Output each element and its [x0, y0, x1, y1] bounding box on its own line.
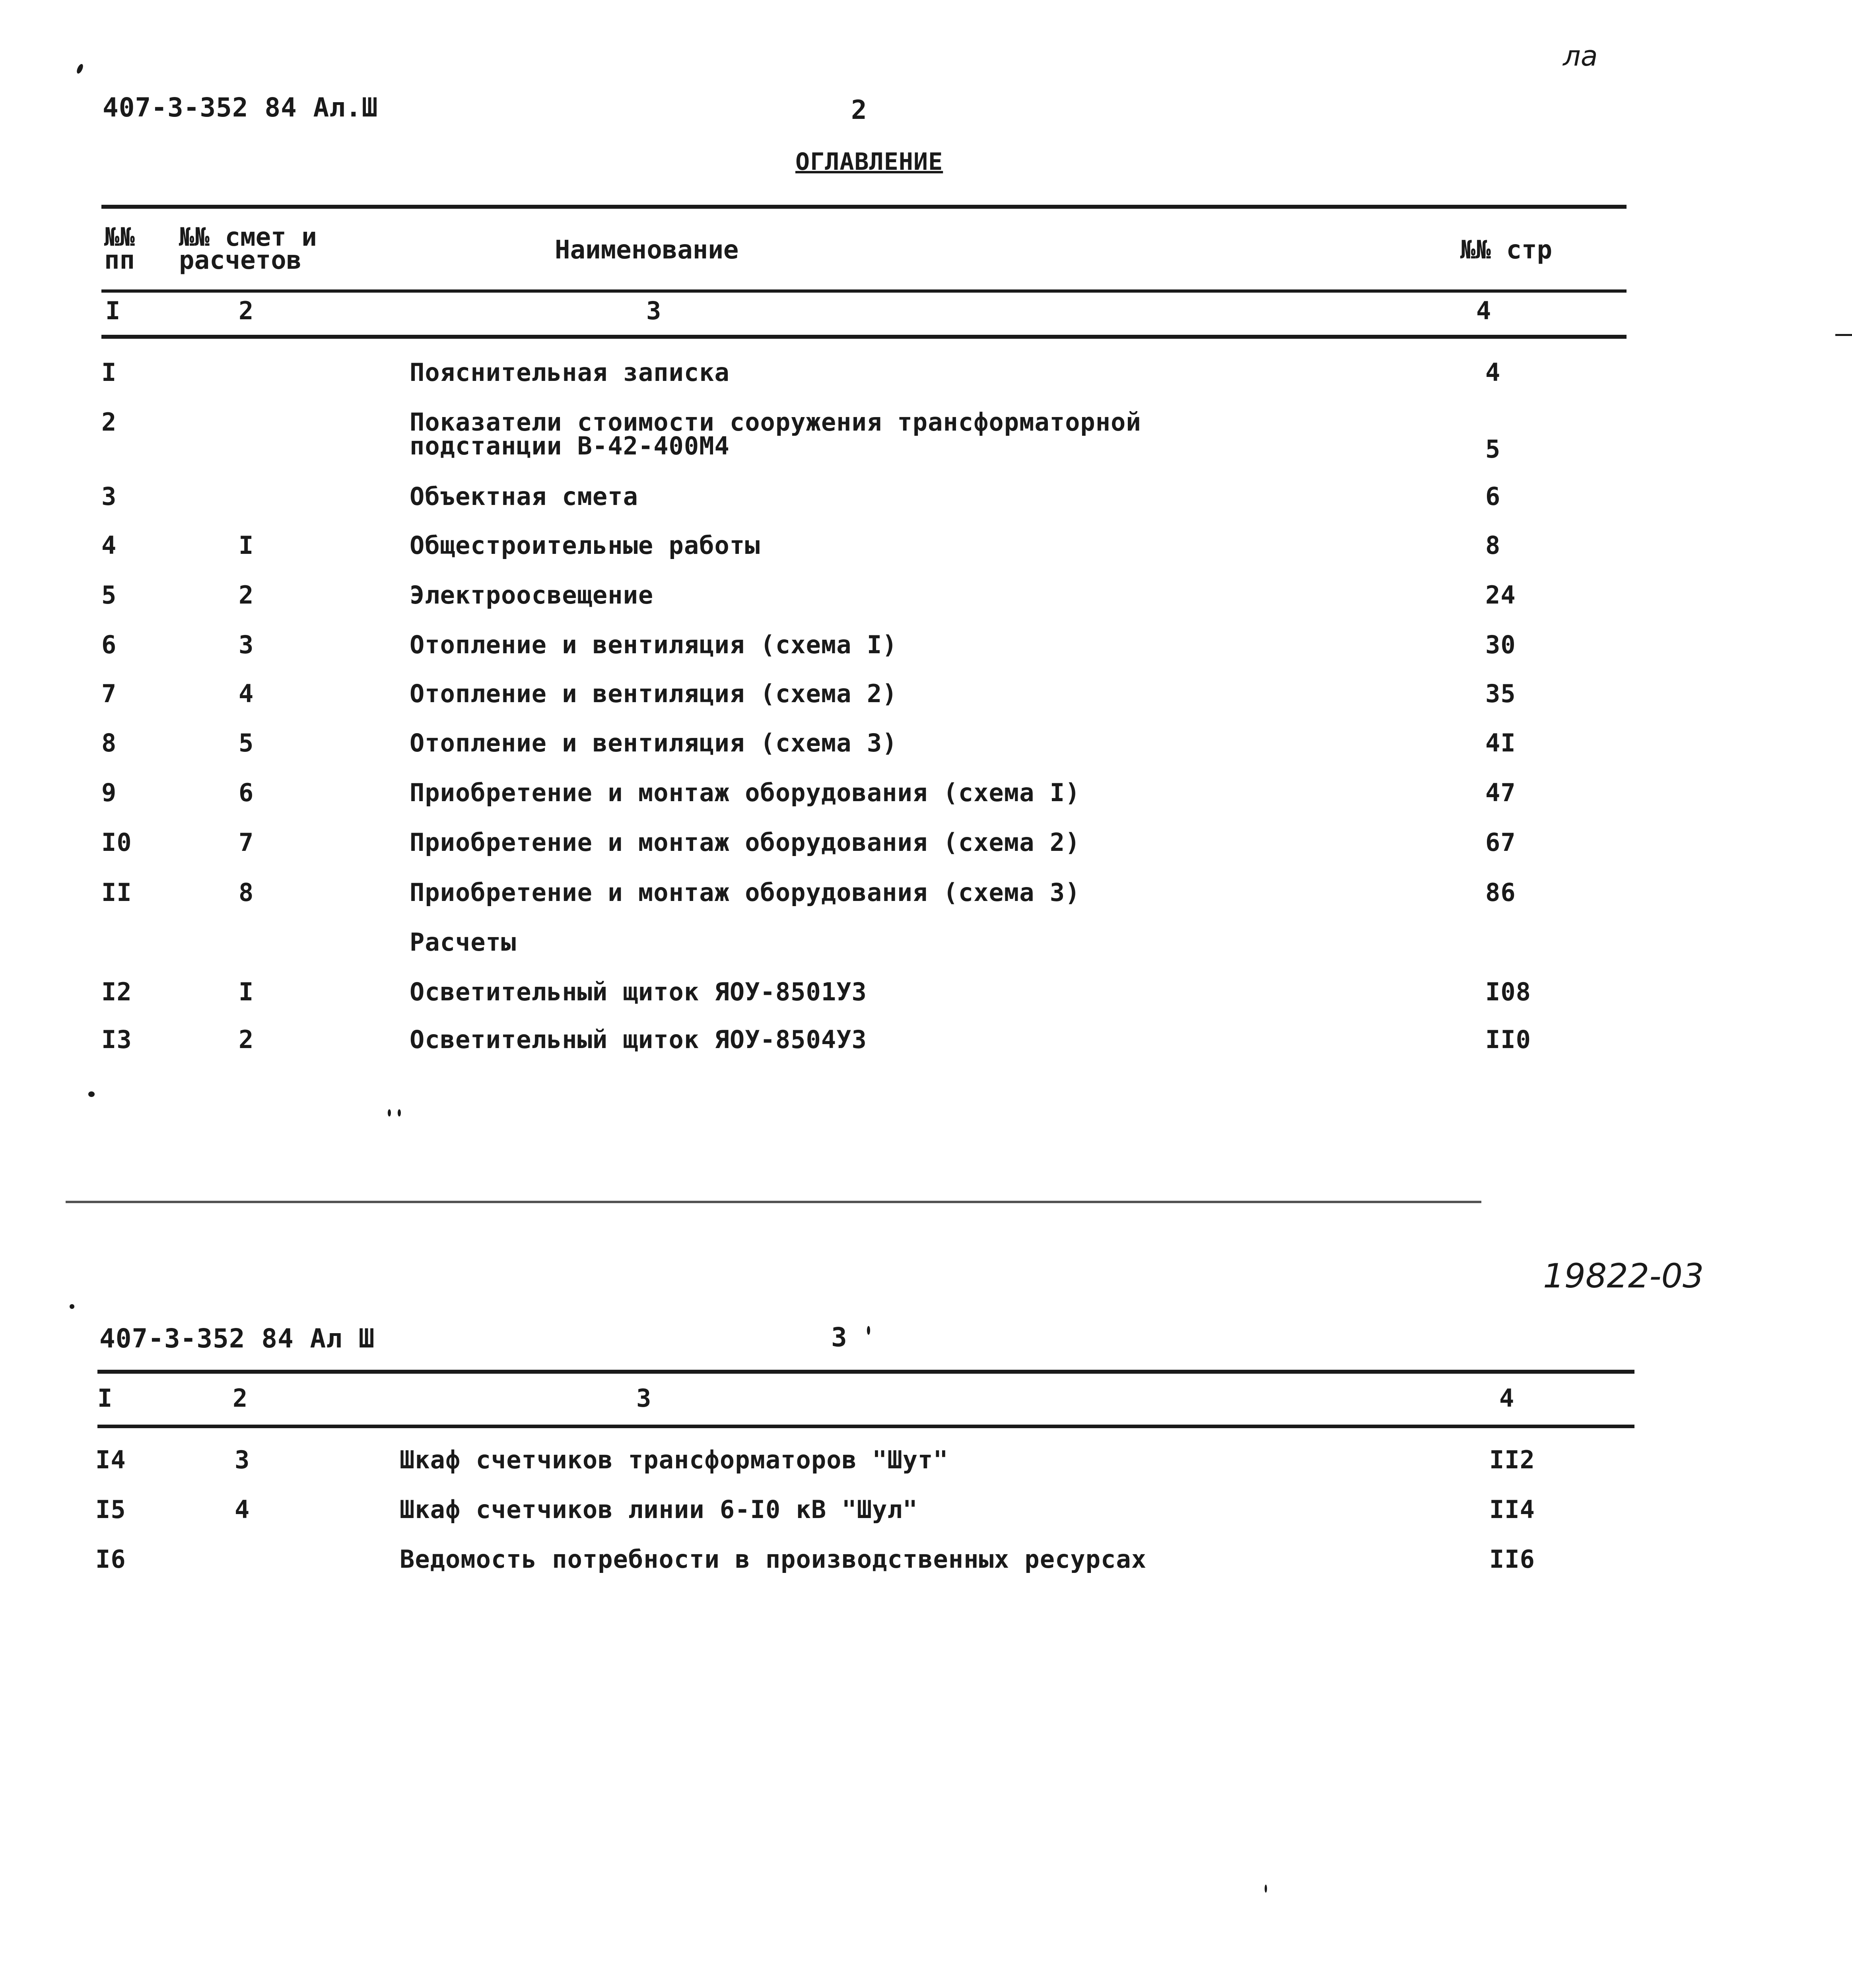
- row-number: 8: [101, 728, 117, 757]
- row-estimate: 6: [239, 778, 254, 807]
- row-name: Ведомость потребности в производственных ресурсах: [400, 1545, 1147, 1574]
- row-number: 7: [101, 679, 117, 708]
- row-page: 35: [1485, 679, 1516, 708]
- row-number: I0: [101, 828, 132, 857]
- header-bottom-rule: [101, 289, 1627, 293]
- column-number-2: 2: [239, 296, 254, 325]
- row-page: II4: [1489, 1495, 1535, 1524]
- row-estimate: 3: [235, 1445, 250, 1474]
- row-page: 6: [1485, 482, 1501, 511]
- table-row: [0, 482, 1852, 518]
- row-name: Общестроительные работы: [410, 531, 760, 560]
- page-number: 3: [831, 1322, 847, 1353]
- scan-speck: [1835, 334, 1852, 336]
- header-name: Наименование: [555, 235, 739, 265]
- row-page: 8: [1485, 531, 1501, 560]
- row-name: Осветительный щиток ЯОУ-8501УЗ: [410, 977, 867, 1006]
- row-name: Приобретение и монтаж оборудования (схема I): [410, 778, 1080, 807]
- row-number: I3: [101, 1025, 132, 1054]
- table-row: [0, 728, 1852, 764]
- column-number-2: 2: [233, 1384, 248, 1413]
- row-number: 5: [101, 580, 117, 610]
- row-name: Объектная смета: [410, 482, 638, 511]
- table-row: [0, 828, 1852, 864]
- row-page: 86: [1485, 878, 1516, 907]
- header-num-line2: пп: [104, 246, 135, 275]
- row-name: Показатели стоимости сооружения трансформаторной: [410, 408, 1141, 437]
- table-row: [0, 1545, 1852, 1580]
- row-name: Приобретение и монтаж оборудования (схема 2): [410, 828, 1080, 857]
- row-estimate: 3: [239, 630, 254, 659]
- row-number: I6: [95, 1545, 126, 1574]
- row-estimate: 7: [239, 828, 254, 857]
- header-page: №№ стр: [1460, 235, 1553, 265]
- column-number-rule: [97, 1425, 1634, 1428]
- table-row: [0, 928, 1852, 963]
- row-page: 67: [1485, 828, 1516, 857]
- scan-speck: [398, 1109, 401, 1116]
- row-name: Электроосвещение: [410, 580, 654, 610]
- scan-speck: [76, 63, 84, 75]
- scan-speck: [1265, 1885, 1267, 1893]
- row-page: II0: [1485, 1025, 1531, 1054]
- row-page: 30: [1485, 630, 1516, 659]
- scan-speck: [867, 1326, 870, 1335]
- column-number-1: I: [97, 1384, 113, 1413]
- row-name: Отопление и вентиляция (схема I): [410, 630, 898, 659]
- row-page: I08: [1485, 977, 1531, 1006]
- row-estimate: 4: [239, 679, 254, 708]
- table-row: [0, 630, 1852, 666]
- column-number-1: I: [105, 296, 121, 325]
- row-name: Шкаф счетчиков линии 6-I0 кВ "Шул": [400, 1495, 918, 1524]
- table-row: [0, 1445, 1852, 1481]
- column-number-3: 3: [636, 1384, 652, 1413]
- column-number-4: 4: [1499, 1384, 1515, 1413]
- row-page: 47: [1485, 778, 1516, 807]
- page-cut-line: [66, 1201, 1481, 1203]
- table-row: [0, 878, 1852, 914]
- table-row: [0, 1495, 1852, 1531]
- table-row: [0, 1025, 1852, 1061]
- row-name: Пояснительная записка: [410, 358, 730, 387]
- row-number: I4: [95, 1445, 126, 1474]
- row-name: Расчеты: [410, 928, 517, 957]
- row-page: 4: [1485, 358, 1501, 387]
- header-num-line1: №№: [104, 223, 135, 252]
- row-estimate: 2: [239, 1025, 254, 1054]
- table-row: [0, 531, 1852, 567]
- row-page: 4I: [1485, 728, 1516, 757]
- table-row: [0, 977, 1852, 1013]
- column-number-3: 3: [646, 296, 662, 325]
- column-number-rule: [101, 335, 1627, 339]
- row-name-continued: подстанции В-42-400М4: [410, 431, 730, 460]
- scan-speck: [388, 1109, 391, 1116]
- row-name: Отопление и вентиляция (схема 2): [410, 679, 898, 708]
- page-title: ОГЛАВЛЕНИЕ: [795, 148, 943, 176]
- document-code: 407-3-352 84 Ал Ш: [99, 1323, 375, 1354]
- header-estimate-line1: №№ смет и: [179, 223, 317, 252]
- table-row: [0, 778, 1852, 814]
- scan-speck: [70, 1304, 74, 1309]
- row-number: 3: [101, 482, 117, 511]
- corner-handwritten-mark: ла: [1563, 40, 1598, 72]
- row-name: Шкаф счетчиков трансформаторов "Шут": [400, 1445, 948, 1474]
- row-number: 9: [101, 778, 117, 807]
- header-estimate-line2: расчетов: [179, 246, 302, 275]
- handwritten-number: 19822-03: [1543, 1256, 1704, 1295]
- row-estimate: I: [239, 531, 254, 560]
- row-number: 2: [101, 408, 117, 437]
- row-estimate: 5: [239, 728, 254, 757]
- row-number: I5: [95, 1495, 126, 1524]
- row-name: Приобретение и монтаж оборудования (схема 3): [410, 878, 1080, 907]
- row-page: II2: [1489, 1445, 1535, 1474]
- row-page: 5: [1485, 435, 1501, 464]
- column-number-4: 4: [1476, 296, 1492, 325]
- page-number: 2: [851, 95, 867, 125]
- row-number: 4: [101, 531, 117, 560]
- table-row: [0, 358, 1852, 394]
- row-name: Осветительный щиток ЯОУ-8504УЗ: [410, 1025, 867, 1054]
- table-row: [0, 580, 1852, 616]
- table-row: [0, 408, 1852, 471]
- row-estimate: 8: [239, 878, 254, 907]
- row-number: I: [101, 358, 117, 387]
- row-estimate: 4: [235, 1495, 250, 1524]
- table-row: [0, 679, 1852, 715]
- row-page: II6: [1489, 1545, 1535, 1574]
- row-estimate: I: [239, 977, 254, 1006]
- document-code: 407-3-352 84 Ал.Ш: [103, 92, 378, 123]
- row-estimate: 2: [239, 580, 254, 610]
- row-page: 24: [1485, 580, 1516, 610]
- row-name: Отопление и вентиляция (схема 3): [410, 728, 898, 757]
- row-number: II: [101, 878, 132, 907]
- table-top-rule: [101, 205, 1627, 209]
- row-number: I2: [101, 977, 132, 1006]
- scan-speck: [88, 1091, 95, 1097]
- row-number: 6: [101, 630, 117, 659]
- table-top-rule: [97, 1370, 1634, 1374]
